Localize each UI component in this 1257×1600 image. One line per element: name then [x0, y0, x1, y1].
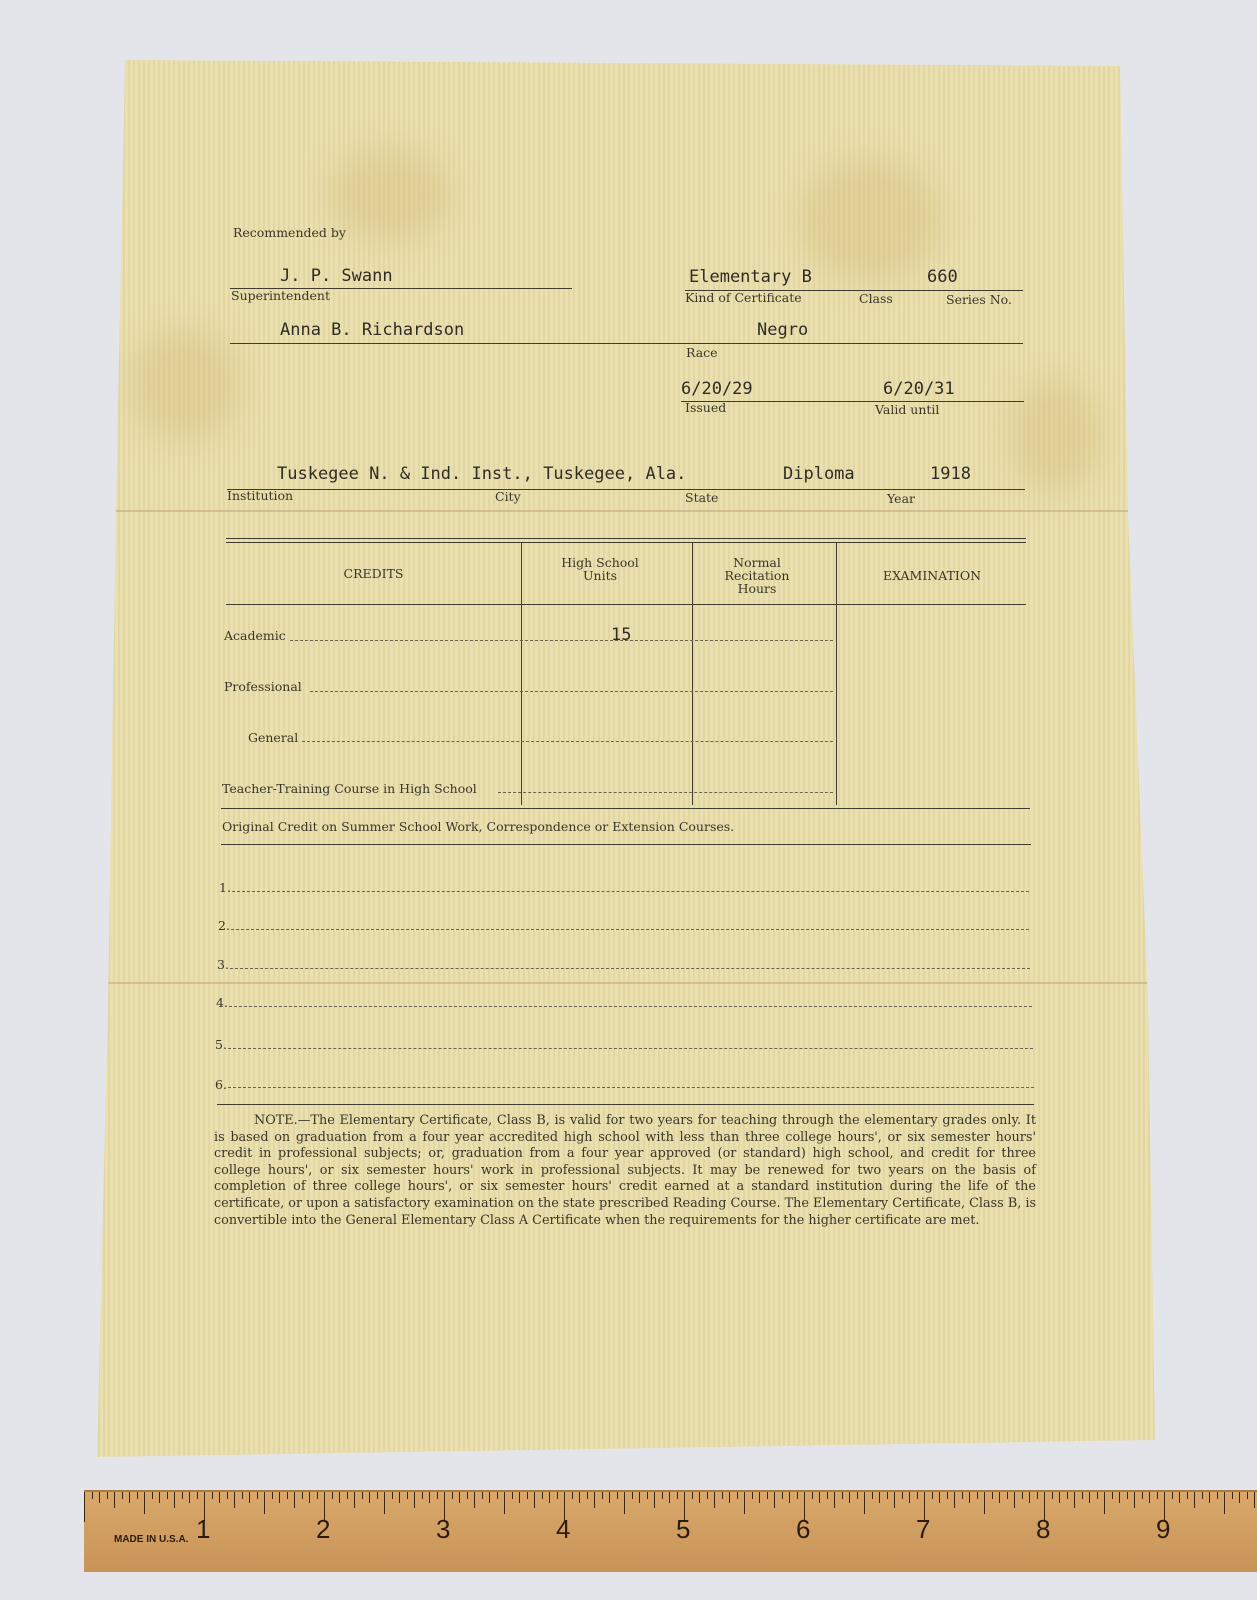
ruler-tick [519, 1492, 520, 1503]
ruler-tick [99, 1492, 100, 1503]
year-label: Year [887, 491, 915, 506]
ruler-tick [137, 1492, 138, 1499]
ruler-tick [1097, 1492, 1098, 1499]
ruler-tick [872, 1492, 873, 1499]
ruler-tick [1224, 1492, 1225, 1514]
ruler-tick [819, 1492, 820, 1503]
ruler-tick [774, 1492, 775, 1508]
ruler-tick [234, 1492, 235, 1508]
fold-line [108, 982, 1148, 984]
ruler-tick [249, 1492, 250, 1503]
ruler-number: 3 [436, 1514, 451, 1544]
ruler-tick [144, 1492, 145, 1514]
ruler-tick [84, 1492, 85, 1522]
kind-of-certificate-value: Elementary B [689, 267, 812, 287]
ruler-tick [999, 1492, 1000, 1503]
ruler-tick [752, 1492, 753, 1499]
ruler-number: 1 [196, 1514, 211, 1544]
ruler-tick [639, 1492, 640, 1503]
ruler-tick [1254, 1492, 1255, 1508]
ruler-tick [189, 1492, 190, 1503]
numbered-line-label: 6. [215, 1077, 227, 1092]
ruler-tick [894, 1492, 895, 1508]
ruler-tick [407, 1492, 408, 1499]
ruler-tick [107, 1492, 108, 1499]
ruler-tick [1022, 1492, 1023, 1499]
divider [221, 844, 1031, 845]
ruler-tick [347, 1492, 348, 1499]
ruler-tick [302, 1492, 303, 1499]
ruler-tick [212, 1492, 213, 1499]
ruler-tick [827, 1492, 828, 1499]
ruler-tick [549, 1492, 550, 1503]
ruler-tick [287, 1492, 288, 1499]
ruler-tick [782, 1492, 783, 1499]
ruler-tick [1202, 1492, 1203, 1499]
dotted-line [290, 640, 833, 641]
ruler-tick [662, 1492, 663, 1499]
table-top-rule [226, 542, 1026, 543]
dotted-line [232, 891, 1029, 892]
ruler-tick [317, 1492, 318, 1499]
ruler-tick [294, 1492, 295, 1508]
ruler-tick [617, 1492, 618, 1499]
row-academic-label: Academic [224, 628, 286, 643]
ruler-tick [1209, 1492, 1210, 1503]
ruler-number: 9 [1156, 1514, 1171, 1544]
superintendent-label: Superintendent [231, 288, 330, 303]
ruler-tick [159, 1492, 160, 1503]
ruler-tick [542, 1492, 543, 1499]
ruler-tick [939, 1492, 940, 1503]
ruler-tick [692, 1492, 693, 1499]
ruler-tick [587, 1492, 588, 1499]
race-label: Race [686, 345, 718, 360]
ruler-tick [647, 1492, 648, 1499]
ruler-tick [339, 1492, 340, 1503]
ruler-tick [594, 1492, 595, 1508]
ruler-tick [414, 1492, 415, 1508]
ruler-number: 8 [1036, 1514, 1051, 1544]
ruler-tick [947, 1492, 948, 1499]
ruler-tick [167, 1492, 168, 1499]
ruler-tick [227, 1492, 228, 1499]
column-divider [521, 543, 522, 805]
ruler-tick [722, 1492, 723, 1499]
ruler-tick [1172, 1492, 1173, 1499]
ruler-tick [489, 1492, 490, 1503]
ruler-tick [527, 1492, 528, 1499]
original-credit-label: Original Credit on Summer School Work, Correspondence or Extension Courses. [222, 819, 735, 834]
ruler-tick [422, 1492, 423, 1499]
ruler-tick [429, 1492, 430, 1503]
ruler-tick [767, 1492, 768, 1499]
ruler-tick [114, 1492, 115, 1508]
ruler-tick [377, 1492, 378, 1499]
ruler-tick [909, 1492, 910, 1503]
divider [221, 808, 1030, 809]
city-label: City [495, 489, 521, 504]
row-teacher-training-label: Teacher-Training Course in High School [222, 781, 477, 796]
ruler-tick [174, 1492, 175, 1508]
ruler-tick [857, 1492, 858, 1499]
ruler-tick [849, 1492, 850, 1503]
ruler-number: 2 [316, 1514, 331, 1544]
ruler-tick [624, 1492, 625, 1514]
stain [130, 330, 240, 440]
issued-value: 6/20/29 [681, 379, 753, 399]
valid-until-value: 6/20/31 [883, 379, 955, 399]
ruler-tick [797, 1492, 798, 1499]
ruler-maker-mark: MADE IN U.S.A. [114, 1534, 189, 1545]
name-value: Anna B. Richardson [280, 320, 465, 340]
ruler-tick [1082, 1492, 1083, 1499]
race-value: Negro [757, 320, 809, 340]
series-no-label: Series No. [946, 292, 1012, 307]
column-divider [836, 543, 837, 805]
ruler-tick [257, 1492, 258, 1499]
ruler-tick [707, 1492, 708, 1499]
ruler-tick [437, 1492, 438, 1499]
note-paragraph: NOTE.—The Elementary Certificate, Class B, is valid for two years for teaching through the elementary grades only. It is based on graduation from a four year accredited high school with less than three college hours', or six semester hours' credit in professional subjects; or, graduation from a four year approved (or standard) high school, and credit for three college hours', or six semester hours' work in professional subjects. It may be renewed for two years on the basis of completion of three college hours', or six semester hours' credit earned at a standard institution during the life of the certificate, or upon a satisfactory examination on the state prescribed Reading Course. The Elementary Certificate, Class B, is convertible into the General Elementary Class A Certificate when the requirements for the higher certificate are met. [214, 1113, 1037, 1228]
ruler-tick [152, 1492, 153, 1499]
ruler-tick [1134, 1492, 1135, 1508]
row-general-label: General [248, 730, 299, 745]
ruler-tick [572, 1492, 573, 1499]
recommended-by-label: Recommended by [233, 225, 346, 240]
ruler [84, 1490, 1257, 1572]
ruler-tick [714, 1492, 715, 1508]
ruler-tick [1059, 1492, 1060, 1503]
ruler-tick [482, 1492, 483, 1499]
ruler-number: 4 [556, 1514, 571, 1544]
ruler-tick [1074, 1492, 1075, 1508]
year-value: 1918 [930, 464, 971, 484]
ruler-number: 7 [916, 1514, 931, 1544]
ruler-tick [954, 1492, 955, 1508]
ruler-tick [887, 1492, 888, 1499]
ruler-tick [122, 1492, 123, 1499]
ruler-tick [279, 1492, 280, 1503]
ruler-tick [1119, 1492, 1120, 1503]
row-professional-label: Professional [224, 679, 302, 694]
class-label: Class [859, 291, 893, 306]
ruler-tick [962, 1492, 963, 1499]
ruler-tick [932, 1492, 933, 1499]
ruler-tick [219, 1492, 220, 1503]
issued-label: Issued [685, 400, 727, 415]
ruler-tick [1187, 1492, 1188, 1499]
dotted-line [302, 741, 833, 742]
ruler-tick [362, 1492, 363, 1499]
ruler-tick [842, 1492, 843, 1499]
valid-until-label: Valid until [875, 402, 940, 417]
ruler-tick [977, 1492, 978, 1499]
ruler-tick [1014, 1492, 1015, 1508]
ruler-tick [864, 1492, 865, 1514]
ruler-number: 5 [676, 1514, 691, 1544]
ruler-tick [737, 1492, 738, 1499]
ruler-tick [984, 1492, 985, 1514]
ruler-tick [879, 1492, 880, 1503]
ruler-tick [497, 1492, 498, 1499]
divider [681, 401, 1024, 402]
divider [217, 1104, 1034, 1105]
column-divider [692, 543, 693, 805]
ruler-tick [459, 1492, 460, 1503]
ruler-tick [1112, 1492, 1113, 1499]
ruler-tick [309, 1492, 310, 1503]
ruler-tick [1142, 1492, 1143, 1499]
ruler-tick [669, 1492, 670, 1503]
dotted-line [228, 1087, 1034, 1088]
diploma-value: Diploma [783, 464, 855, 484]
ruler-tick [579, 1492, 580, 1503]
numbered-line-label: 2. [218, 918, 230, 933]
ruler-tick [354, 1492, 355, 1508]
ruler-tick [632, 1492, 633, 1499]
ruler-tick [399, 1492, 400, 1503]
ruler-tick [332, 1492, 333, 1499]
ruler-tick [789, 1492, 790, 1503]
header-rule [226, 604, 1026, 605]
numbered-line-label: 5. [215, 1037, 227, 1052]
row-academic-units: 15 [611, 625, 632, 645]
superintendent-value: J. P. Swann [280, 266, 393, 286]
dotted-line [231, 929, 1029, 930]
table-top-rule [226, 538, 1026, 539]
ruler-tick [1157, 1492, 1158, 1499]
ruler-tick [534, 1492, 535, 1508]
ruler-tick [1037, 1492, 1038, 1499]
ruler-tick [1149, 1492, 1150, 1503]
ruler-tick [902, 1492, 903, 1499]
ruler-tick [369, 1492, 370, 1503]
ruler-tick [602, 1492, 603, 1499]
ruler-tick [1029, 1492, 1030, 1503]
ruler-tick [834, 1492, 835, 1508]
ruler-number: 6 [796, 1514, 811, 1544]
ruler-tick [759, 1492, 760, 1503]
ruler-tick [264, 1492, 265, 1514]
ruler-tick [1247, 1492, 1248, 1499]
ruler-tick [654, 1492, 655, 1508]
ruler-tick [1127, 1492, 1128, 1499]
ruler-tick [1179, 1492, 1180, 1503]
ruler-tick [452, 1492, 453, 1499]
header-high-school-units: High School Units [561, 555, 639, 583]
ruler-tick [92, 1492, 93, 1499]
ruler-tick [969, 1492, 970, 1503]
fold-line [116, 510, 1128, 512]
dotted-line [230, 968, 1030, 969]
ruler-tick [677, 1492, 678, 1499]
ruler-tick [129, 1492, 130, 1503]
ruler-tick [609, 1492, 610, 1503]
stain [800, 160, 940, 280]
dotted-line [498, 792, 833, 793]
divider [230, 343, 1023, 344]
ruler-tick [812, 1492, 813, 1499]
kind-of-certificate-label: Kind of Certificate [685, 290, 802, 305]
ruler-tick [384, 1492, 385, 1514]
ruler-tick [992, 1492, 993, 1499]
ruler-tick [392, 1492, 393, 1499]
ruler-tick [917, 1492, 918, 1499]
ruler-tick [242, 1492, 243, 1499]
ruler-tick [1239, 1492, 1240, 1503]
header-examination: EXAMINATION [882, 568, 982, 583]
ruler-tick [557, 1492, 558, 1499]
ruler-tick [474, 1492, 475, 1508]
header-credits: CREDITS [343, 566, 404, 581]
institution-label: Institution [227, 488, 294, 503]
ruler-tick [1217, 1492, 1218, 1499]
divider [227, 489, 1025, 490]
ruler-tick [744, 1492, 745, 1514]
ruler-tick [1232, 1492, 1233, 1499]
numbered-line-label: 3. [217, 957, 229, 972]
dotted-line [229, 1006, 1032, 1007]
ruler-tick [1104, 1492, 1105, 1514]
dotted-line [228, 1048, 1033, 1049]
ruler-tick [182, 1492, 183, 1499]
ruler-tick [197, 1492, 198, 1499]
ruler-tick [1052, 1492, 1053, 1499]
ruler-tick [467, 1492, 468, 1499]
ruler-tick [504, 1492, 505, 1514]
ruler-tick [1067, 1492, 1068, 1499]
ruler-tick [1089, 1492, 1090, 1503]
dotted-line [310, 691, 833, 692]
stain [330, 150, 450, 240]
numbered-line-label: 1. [219, 880, 231, 895]
ruler-tick [512, 1492, 513, 1499]
series-no-value: 660 [927, 267, 958, 287]
stain [1010, 380, 1100, 490]
ruler-tick [699, 1492, 700, 1503]
ruler-tick [1007, 1492, 1008, 1499]
institution-value: Tuskegee N. & Ind. Inst., Tuskegee, Ala. [277, 464, 687, 484]
header-normal-recitation-hours: Normal Recitation Hours [724, 555, 790, 596]
ruler-tick [272, 1492, 273, 1499]
numbered-line-label: 4. [216, 995, 228, 1010]
state-label: State [685, 490, 719, 505]
ruler-tick [1194, 1492, 1195, 1508]
ruler-tick [729, 1492, 730, 1503]
